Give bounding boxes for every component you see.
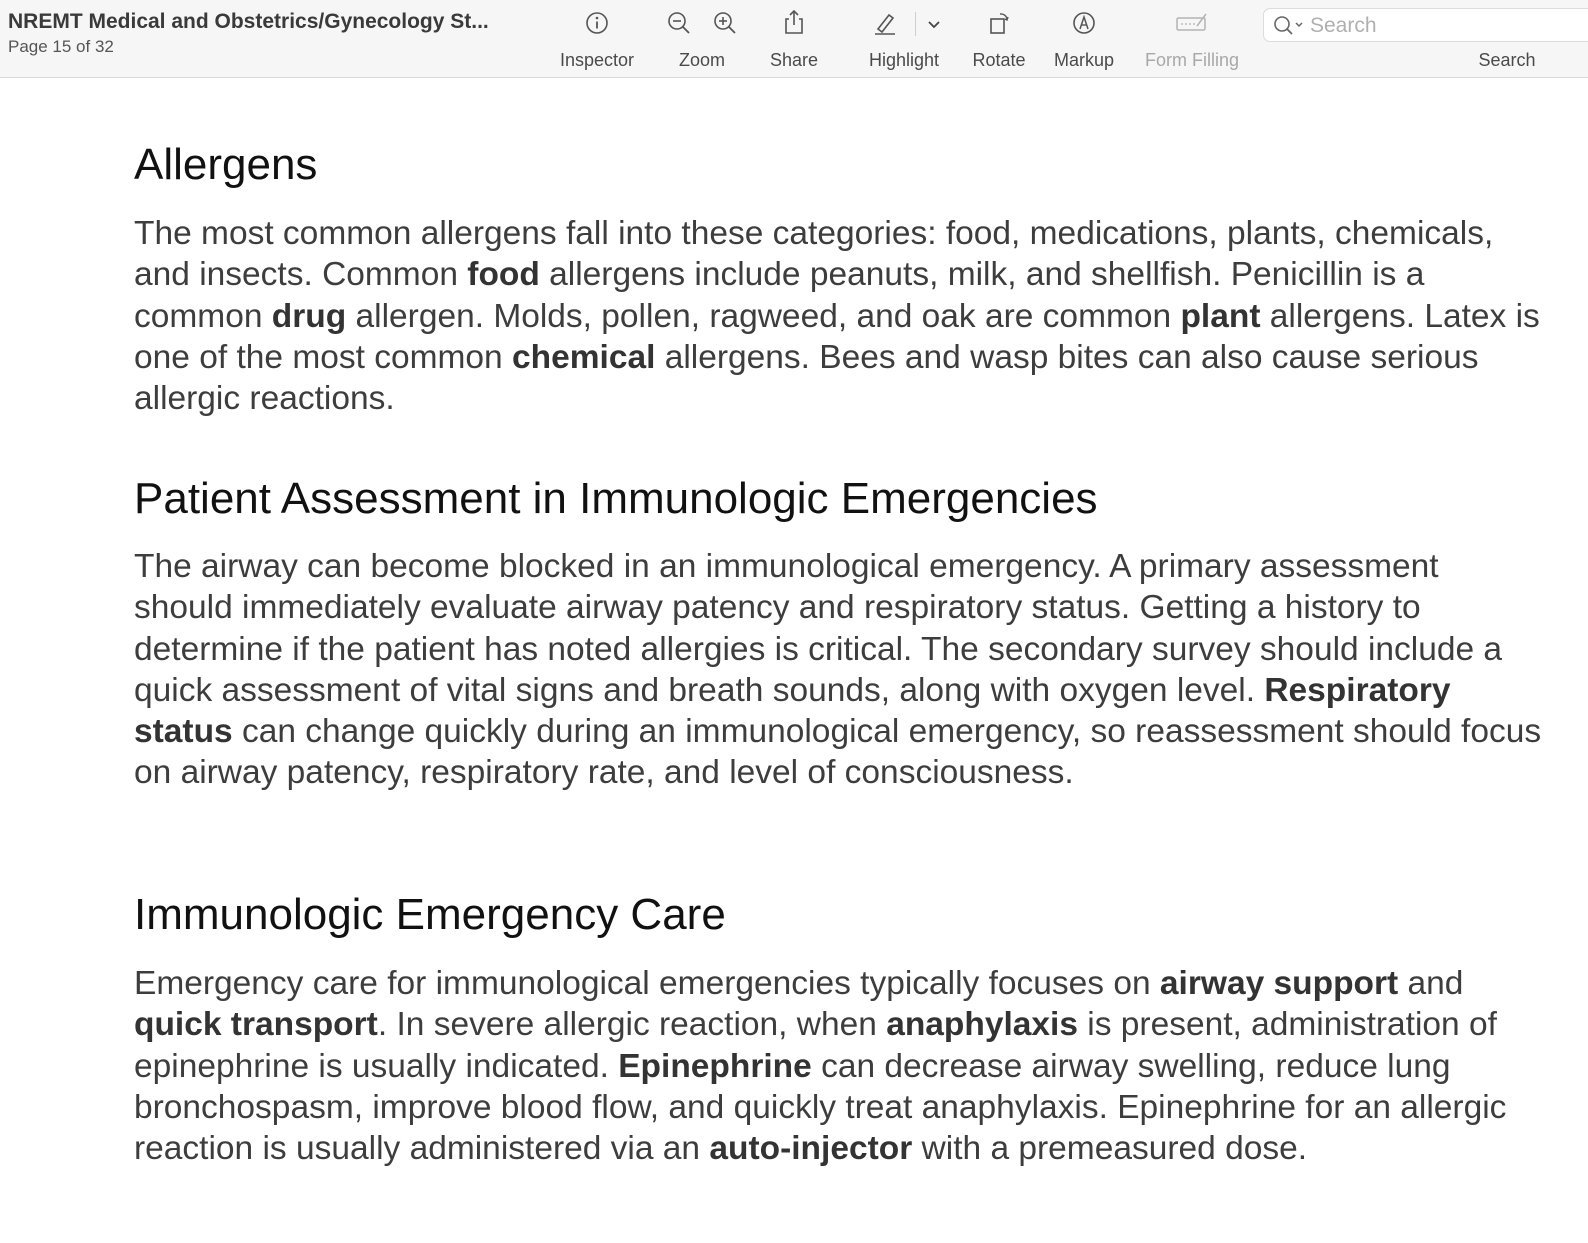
- markup-pen-icon: [1071, 10, 1097, 36]
- bold-term: airway support: [1159, 965, 1399, 1002]
- zoom-control: [660, 0, 744, 78]
- share-button[interactable]: [760, 0, 828, 78]
- rotate-button[interactable]: [966, 0, 1032, 78]
- bold-term: chemical: [512, 338, 656, 376]
- bold-term: plant: [1180, 297, 1261, 335]
- search-icon: [1272, 14, 1306, 38]
- section-heading-patient-assessment: Patient Assessment in Immunologic Emergencies: [134, 474, 1098, 523]
- info-icon: [584, 10, 610, 36]
- zoom-out-icon[interactable]: [666, 10, 692, 36]
- document-title: NREMT Medical and Obstetrics/Gynecology St...: [8, 10, 489, 33]
- bold-term: anaphylaxis: [886, 1006, 1078, 1044]
- rotate-label: Rotate: [972, 50, 1026, 70]
- section-body-patient-assessment: [134, 546, 1544, 794]
- text-run: with a premeasured dose.: [912, 1130, 1308, 1168]
- bold-term: food: [467, 256, 540, 294]
- form-filling-label: Form Filling: [1144, 50, 1239, 70]
- bold-term: drug: [271, 297, 347, 335]
- bold-term: Epinephrine: [618, 1047, 812, 1085]
- text-run: allergens. Bees and wasp bites can also cause serious allergic reactions.: [134, 338, 1479, 418]
- section-heading-emergency-care: Immunologic Emergency Care: [134, 890, 726, 939]
- text-run: and: [1398, 965, 1464, 1002]
- markup-label: Markup: [1053, 50, 1115, 70]
- form-filling-button[interactable]: [1138, 0, 1246, 78]
- zoom-label: Zoom: [678, 50, 725, 70]
- search-input[interactable]: [1308, 13, 1582, 39]
- text-run: The airway can become blocked in an immunological emergency. A primary assessment should immediately evaluate airway patency and respiratory status. Getting a history to determine if the patient has noted allergies is critical. The secondary survey should include a quick assessment of vital signs and breath sounds, along with oxygen level.: [134, 548, 1503, 709]
- toolbar: [0, 0, 1588, 78]
- highlight-divider: [915, 12, 916, 36]
- share-label: Share: [769, 50, 819, 70]
- text-run: is present, administration of epinephrine is usually indicated.: [134, 1006, 1497, 1085]
- text-run: can decrease airway swelling, reduce lung bronchospasm, improve blood flow, and quickly treat anaphylaxis. Epinephrine for an allergic reaction is usually administered via an: [134, 1047, 1507, 1168]
- highlight-label: Highlight: [868, 50, 940, 70]
- search-label: Search: [1478, 50, 1536, 70]
- section-body-allergens: [134, 213, 1544, 419]
- text-run: allergen. Molds, pollen, ragweed, and oak are common: [346, 297, 1181, 335]
- form-filling-icon: [1175, 10, 1209, 36]
- section-heading-allergens: Allergens: [134, 140, 318, 189]
- bold-term: auto-injector: [709, 1130, 913, 1168]
- bold-term: quick transport: [134, 1006, 378, 1044]
- highlight-button[interactable]: [860, 0, 948, 78]
- text-run: . In severe allergic reaction, when: [377, 1006, 887, 1044]
- highlighter-icon: [872, 10, 898, 36]
- zoom-in-icon[interactable]: [712, 10, 738, 36]
- text-run: allergens include peanuts, milk, and shellfish. Penicillin is a common: [134, 256, 1425, 335]
- inspector-label: Inspector: [559, 50, 635, 70]
- markup-button[interactable]: [1048, 0, 1120, 78]
- section-body-emergency-care: [134, 963, 1544, 1169]
- page-indicator: Page 15 of 32: [8, 37, 114, 56]
- inspector-button[interactable]: [553, 0, 641, 78]
- bold-term: Respiratory status: [134, 671, 1451, 751]
- text-run: Emergency care for immunological emergencies typically focuses on: [134, 965, 1160, 1002]
- text-run: can change quickly during an immunological emergency, so reassessment should focus on airway patency, respiratory rate, and level of consciousness.: [134, 713, 1542, 792]
- share-icon: [781, 8, 807, 36]
- search-field[interactable]: [1263, 8, 1588, 42]
- rotate-icon: [986, 10, 1012, 36]
- text-run: allergens. Latex is one of the most common: [134, 297, 1540, 376]
- text-run: The most common allergens fall into these categories: food, medications, plants, chemicals, and insects. Common: [134, 215, 1494, 294]
- chevron-down-icon[interactable]: [926, 17, 942, 33]
